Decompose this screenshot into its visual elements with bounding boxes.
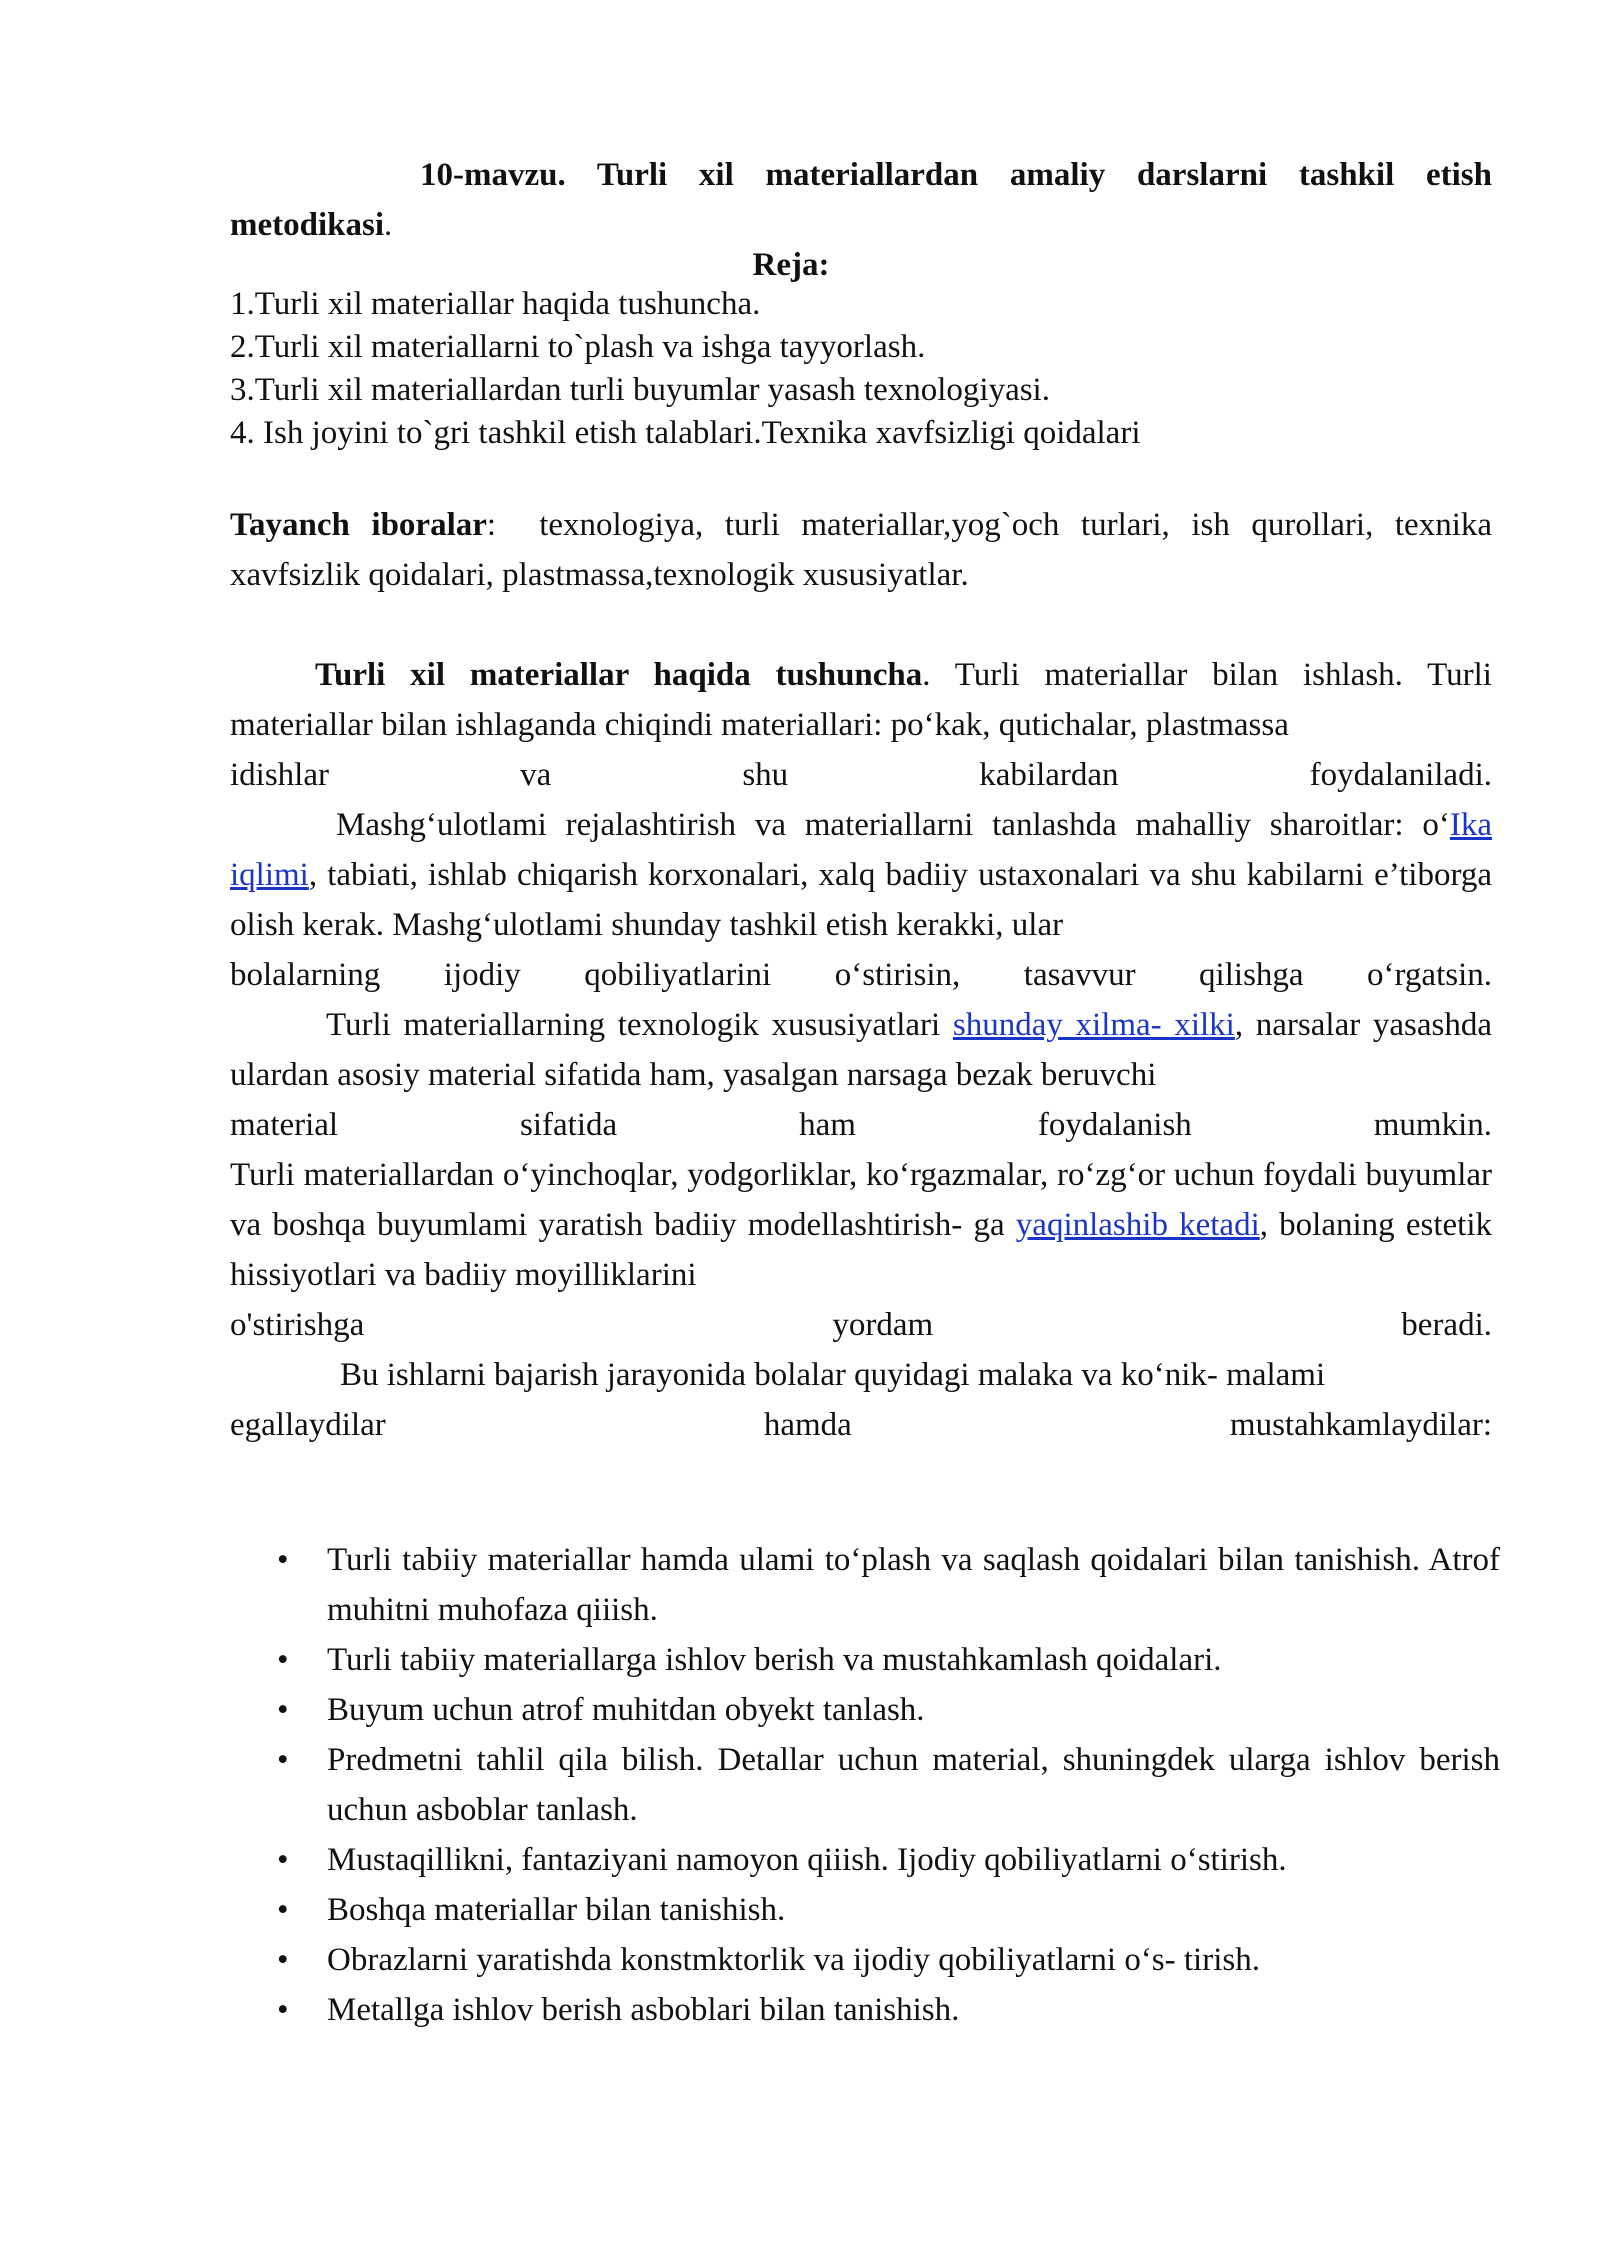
plan-item: 3.Turli xil materiallardan turli buyumlar yasash texnologiyasi. bbox=[230, 372, 1050, 408]
bullet-icon: • bbox=[277, 1742, 289, 1778]
paragraph-text: , tabiati, ishlab chiqarish korxonalari, xalq badiiy ustaxonalari va shu kabilarni e’tiborga olish kerak. Mashg‘ulotlami shunday tashkil etish kerakki, ular bbox=[230, 857, 1492, 943]
section-paragraph-4 bbox=[230, 1150, 1492, 1350]
paragraph-last-line: bolalarning ijodiy qobiliyatlarini o‘stirisin, tasavvur qilishga o‘rgatsin. bbox=[230, 957, 1492, 993]
title-period: . bbox=[384, 207, 393, 243]
list-item-text: Mustaqillikni, fantaziyani namoyon qiiish. Ijodiy qobiliyatlarni o‘stirish. bbox=[327, 1842, 1287, 1878]
bullet-icon: • bbox=[277, 1642, 289, 1678]
key-terms-label: Tayanch iboralar bbox=[230, 507, 487, 543]
bullet-icon: • bbox=[277, 1942, 289, 1978]
paragraph-text: . Turli materiallar bilan ishlash. Turli materiallar bilan ishlaganda chiqindi materiallari: po‘kak, qutichalar, plastmassa bbox=[230, 657, 1492, 743]
plan-list bbox=[230, 283, 1492, 455]
paragraph-text: , narsalar yasashda ulardan asosiy material sifatida ham, yasalgan narsaga bezak beruvchi bbox=[230, 1007, 1493, 1093]
bullet-icon: • bbox=[277, 1692, 289, 1728]
plan-heading: Reja: bbox=[752, 247, 830, 283]
paragraph-last-line: idishlar va shu kabilardan foydalaniladi. bbox=[230, 757, 1492, 793]
title-bold: 10-mavzu. Turli xil materiallardan amaliy darslarni tashkil etish metodikasi bbox=[230, 157, 1492, 243]
list-item bbox=[230, 1635, 1500, 1685]
list-item bbox=[230, 1935, 1500, 1985]
paragraph-text: Turli materiallarning texnologik xususiyatlari bbox=[326, 1007, 953, 1043]
plan-item: 2.Turli xil materiallarni to`plash va ishga tayyorlash. bbox=[230, 329, 926, 365]
section-heading: Turli xil materiallar haqida tushuncha bbox=[315, 657, 923, 693]
ika-iqlimi-link[interactable]: Ika iqlimi bbox=[230, 807, 1493, 893]
list-item-text: Predmetni tahlil qila bilish. Detallar uchun material, shuningdek ularga ishlov berish uchun asboblar tanlash. bbox=[327, 1742, 1500, 1828]
section-paragraph-1 bbox=[230, 650, 1492, 800]
list-item-text: Turli tabiiy materiallar hamda ulami to‘plash va saqlash qoidalari bilan tanishish. Atrof muhitni muhofaza qiiish. bbox=[327, 1542, 1500, 1628]
bullet-icon: • bbox=[277, 1992, 289, 2028]
paragraph-last-line: o'stirishga yordam beradi. bbox=[230, 1307, 1492, 1343]
list-item bbox=[230, 1885, 1500, 1935]
yaqinlashib-ketadi-link[interactable]: yaqinlashib ketadi bbox=[1015, 1207, 1260, 1243]
plan-item: 1.Turli xil materiallar haqida tushuncha. bbox=[230, 286, 761, 322]
key-terms bbox=[230, 500, 1492, 600]
paragraph-text: ga bbox=[973, 1207, 1016, 1243]
paragraph-text: Bu ishlarni bajarish jarayonida bolalar quyidagi malaka va ko‘nik- malami bbox=[340, 1357, 1326, 1393]
paragraph-text: , bolaning estetik hissiyotlari va badiiy moyilliklarini bbox=[230, 1207, 1492, 1293]
list-item-text: Boshqa materiallar bilan tanishish. bbox=[327, 1892, 786, 1928]
paragraph-text: Turli materiallardan o‘yinchoqlar, yodgorliklar, ko‘rgazmalar, ro‘zg‘or uchun foydali buyumlar va boshqa buyumlami yaratish badiiy modellashtirish- bbox=[230, 1157, 1492, 1243]
bullet-icon: • bbox=[277, 1892, 289, 1928]
list-item-text: Buyum uchun atrof muhitdan obyekt tanlash. bbox=[327, 1692, 925, 1728]
list-item bbox=[230, 1835, 1500, 1885]
bullet-icon: • bbox=[277, 1542, 289, 1578]
key-terms-text: texnologiya, turli materiallar,yog`och turlari, ish qurollari, texnika xavfsizlik qoidalari, plastmassa,texnologik xususiyatlar. bbox=[230, 507, 1493, 593]
list-item-text: Turli tabiiy materiallarga ishlov berish va mustahkamlash qoidalari. bbox=[327, 1642, 1222, 1678]
key-terms-colon: : bbox=[486, 507, 497, 543]
page-title bbox=[230, 150, 1492, 250]
list-item bbox=[230, 1685, 1500, 1735]
list-item-text: Metallga ishlov berish asboblari bilan tanishish. bbox=[327, 1992, 960, 2028]
list-item-text: Obrazlarni yaratishda konstmktorlik va ijodiy qobiliyatlarni o‘s- tirish. bbox=[327, 1942, 1260, 1978]
list-item bbox=[230, 1535, 1500, 1635]
section-paragraph-3 bbox=[230, 1000, 1492, 1150]
section-paragraph-5 bbox=[230, 1350, 1492, 1450]
bullet-icon: • bbox=[277, 1842, 289, 1878]
paragraph-last-line: material sifatida ham foydalanish mumkin. bbox=[230, 1107, 1492, 1143]
section-paragraph-2 bbox=[230, 800, 1492, 1000]
paragraph-text: Mashg‘ulotlami rejalashtirish va materiallarni tanlashda mahalliy sharoitlar: bbox=[336, 807, 1404, 843]
list-item bbox=[230, 1985, 1500, 2035]
skills-list bbox=[230, 1535, 1500, 2035]
paragraph-text: o‘ bbox=[1422, 807, 1450, 843]
paragraph-last-line: egallaydilar hamda mustahkamlaydilar: bbox=[230, 1407, 1492, 1443]
list-item bbox=[230, 1735, 1500, 1835]
plan-item: 4. Ish joyini to`gri tashkil etish talablari.Texnika xavfsizligi qoidalari bbox=[230, 415, 1141, 451]
shunday-xilma-xilki-link[interactable]: shunday xilma- xilki bbox=[952, 1007, 1235, 1043]
